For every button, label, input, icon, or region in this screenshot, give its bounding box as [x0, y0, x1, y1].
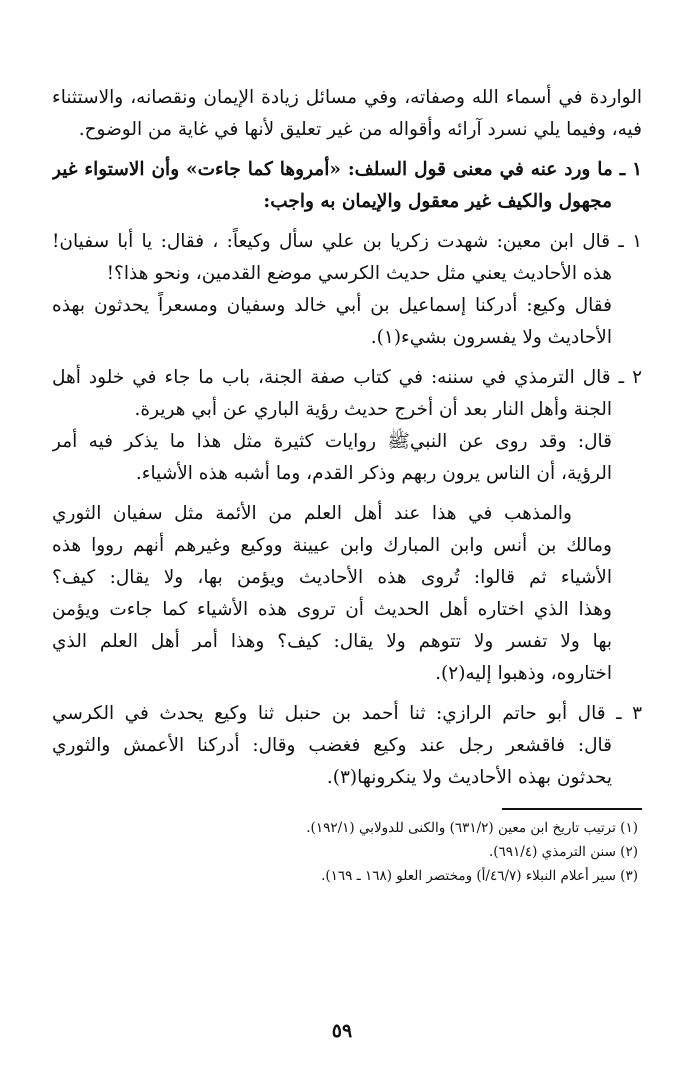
text-line: وهذا الذي اختاره أهل الحديث أن تروى هذه الأشياء كما جاءت ويؤمن: [52, 599, 612, 620]
text-line: يحدثون بهذه الأحاديث ولا ينكرونها(٣).: [326, 767, 612, 788]
text-line: الواردة في أسماء الله وصفاته، وفي مسائل زيادة الإيمان ونقصانه، والاستثناء: [52, 87, 642, 108]
footnote: (٢) سنن الترمذي (٦٩١/٤).: [488, 844, 638, 860]
text-line: فيه، وفيما يلي نسرد آرائه وأقواله من غير تعليق لأنها في غاية من الوضوح.: [78, 119, 642, 140]
page-number: ٥٩: [331, 1020, 353, 1042]
heading-line: ١ ـ ما ورد عنه في معنى قول السلف: «أمروها كما جاءت» وأن الاستواء غير: [52, 159, 642, 180]
item-3: [52, 698, 642, 794]
text-line: الأحاديث ولا يفسرون بشيء(١).: [370, 327, 612, 348]
text-line: قال: فاقشعر رجل عند وكيع فغضب وقال: أدركنا الأعمش والثوري: [52, 735, 612, 756]
text-line: الأشياء ثم قالوا: تُروى هذه الأحاديث ويؤمن بها، ولا يقال: كيف؟: [52, 567, 612, 588]
item-2-continuation: [52, 498, 642, 690]
item-1: [52, 226, 642, 354]
text-line: فقال وكيع: أدركنا إسماعيل بن أبي خالد وسفيان ومسعراً يحدثون بهذه: [52, 295, 612, 316]
text-line: هذه الأحاديث يعني مثل حديث الكرسي موضع القدمين، ونحو هذا؟!: [106, 263, 612, 284]
text-line: والمذهب في هذا عند أهل العلم من الأئمة مثل سفيان الثوري: [52, 503, 572, 524]
intro-paragraph: [52, 82, 642, 146]
heading-line: مجهول والكيف غير معقول والإيمان به واجب:: [263, 191, 612, 212]
text-line: اختاروه، وذهبوا إليه(٢).: [435, 663, 612, 684]
section-heading: [52, 154, 642, 218]
text-line: الرؤية، أن الناس يرون ربهم وذكر القدم، وما أشبه هذه الأشياء.: [135, 463, 612, 484]
footnote: (١) ترتيب تاريخ ابن معين (٦٣١/٢) والكنى للدولابي (١٩٢/١).: [306, 820, 638, 836]
item-2: [52, 362, 642, 490]
text-line: الجنة وأهل النار بعد أن أخرج حديث رؤية الباري عن أبي هريرة.: [134, 399, 612, 420]
text-line: ١ ـ قال ابن معين: شهدت زكريا بن علي سأل وكيعاً: ، فقال: يا أبا سفيان!: [52, 231, 642, 252]
footnote-divider: [502, 808, 642, 810]
text-line: قال: وقد روى عن النبيﷺ روايات كثيرة مثل هذا ما يذكر فيه أمر: [52, 431, 612, 452]
footnote: (٣) سير أعلام النبلاء (٤٦/٧/أ) ومختصر العلو (١٦٨ ـ ١٦٩).: [321, 868, 638, 884]
footnotes: [52, 816, 642, 888]
text-line: ٣ ـ قال أبو حاتم الرازي: ثنا أحمد بن حنبل ثنا وكيع يحدث في الكرسي: [52, 703, 642, 724]
text-line: بها ولا تفسر ولا تتوهم ولا يقال: كيف؟ وهذا أمر أهل العلم الذي: [52, 631, 612, 652]
text-line: ٢ ـ قال الترمذي في سننه: في كتاب صفة الجنة، باب ما جاء في خلود أهل: [52, 367, 642, 388]
text-line: ومالك بن أنس وابن المبارك وابن عيينة ووكيع وغيرهم أنهم رووا هذه: [52, 535, 612, 556]
